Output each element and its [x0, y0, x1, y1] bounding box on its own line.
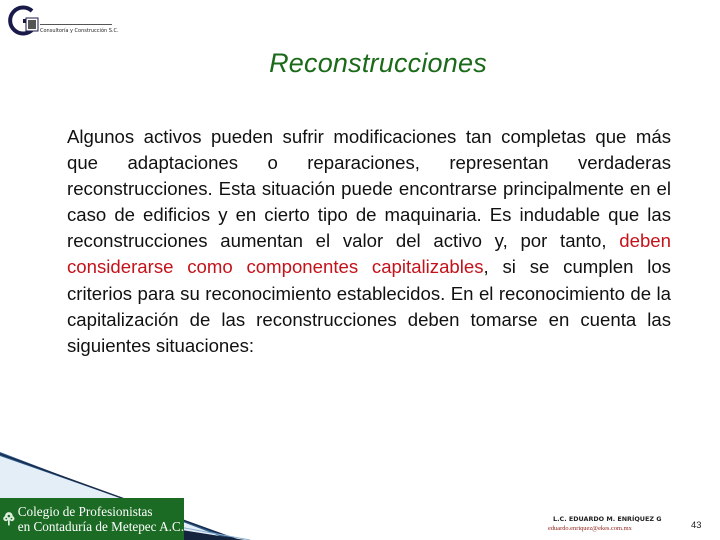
footer-org-line2: en Contaduría de Metepec A.C. [17, 519, 184, 534]
slide-body [67, 124, 671, 359]
logo-divider [40, 24, 112, 25]
body-text-part1: Algunos activos pueden sufrir modificaciones tan completas que más que adaptaciones o reparaciones, representan verdaderas reconstrucciones. Esta situación puede encontrarse principalmente en el caso de edificios y en cierto tipo de maquinaria. Es indudable que las reconstrucciones aumentan el valor del activo y, por tanto, [67, 126, 671, 252]
g-logo-icon [2, 2, 42, 38]
slide-title: Reconstrucciones [269, 48, 487, 78]
presenter-name: L.C. EDUARDO M. ENRÍQUEZ G [553, 515, 662, 523]
footer-org-logo [0, 498, 184, 540]
presenter-email: eduardo.enriquez@ekes.com.mx [548, 525, 632, 532]
footer-org-line1: Colegio de Profesionistas [17, 504, 153, 519]
page-number: 43 [691, 519, 702, 530]
body-text-highlight: deben considerarse como componentes capitalizables [67, 230, 671, 278]
logo-subtitle: Consultoría y Construcción S.C. [40, 28, 119, 34]
company-logo [2, 2, 117, 38]
body-text-part2: , si se cumplen los criterios para su reconocimiento establecidos. En el reconocimiento de la capitalización de las reconstrucciones deben tomarse en cuenta las siguientes situaciones: [67, 256, 671, 356]
tree-icon [2, 500, 16, 538]
